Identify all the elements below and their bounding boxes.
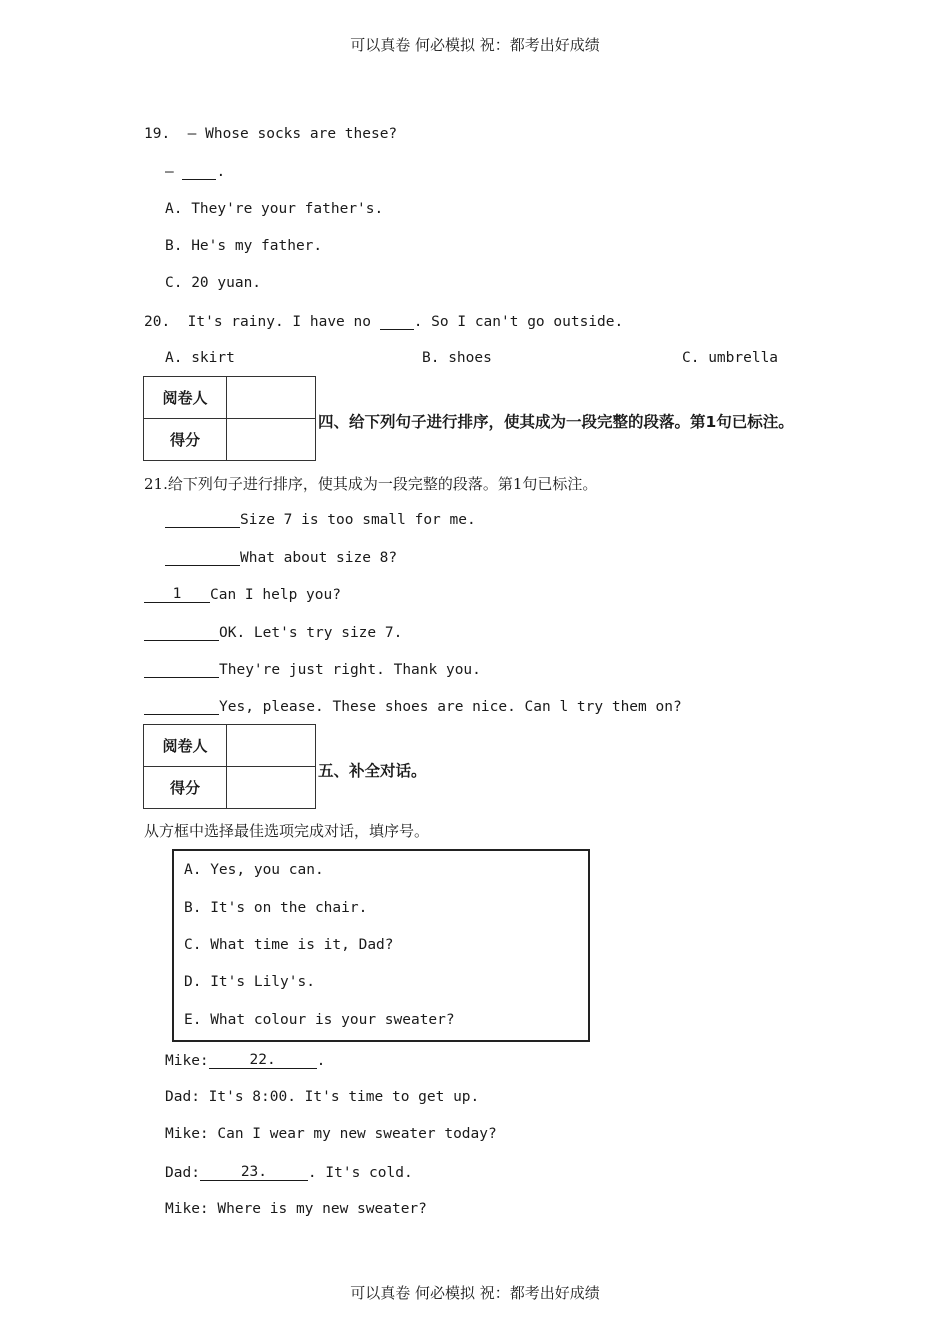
q21-blank-6 [144,698,219,715]
blank-23-number: 23. [240,1164,268,1180]
blank-23 [200,1164,308,1181]
q21-blank-4 [144,624,219,641]
q21-blank-1 [165,511,240,528]
box-option-e: E. What colour is your sweater? [184,1012,455,1028]
q21-line-1-text: Size 7 is too small for me. [240,512,476,528]
q21-line-2-text: What about size 8? [240,550,398,566]
q19-answer-end: . [216,164,226,180]
box-option-a: A. Yes, you can. [184,862,324,878]
q21-line-5 [144,661,481,678]
dialogue-line-1-end: . [316,1053,326,1069]
box-option-b: B. It's on the chair. [184,900,368,916]
q19-answer-line [165,163,225,180]
reviewer-label: 阅卷人 [144,725,227,767]
q20-stem-after: . So I can't go outside. [413,314,624,330]
score-label: 得分 [144,419,227,461]
score-cell [227,767,316,809]
q21-line-4-text: OK. Let's try size 7. [219,625,403,641]
blank-22-number: 22. [249,1052,276,1068]
dialogue-line-2: Dad: It's 8:00. It's time to get up. [165,1089,480,1105]
score-label: 得分 [144,767,227,809]
dialogue-line-4-end: . It's cold. [307,1165,413,1181]
q19-stem: 19. — Whose socks are these? [144,126,398,142]
dialogue-line-5: Mike: Where is my new sweater? [165,1201,427,1217]
q20-blank [380,313,414,330]
section-4-title: 四、给下列句子进行排序，使其成为一段完整的段落。第1句已标注。 [318,413,794,431]
q21-blank-5 [144,661,219,678]
dialogue-line-1 [165,1052,325,1069]
page-footer: 可以真卷 何必模拟 祝：都考出好成绩 [350,1284,600,1302]
score-cell [227,419,316,461]
section-5-instruction: 从方框中选择最佳选项完成对话，填序号。 [144,822,430,840]
box-option-c: C. What time is it, Dad? [184,937,394,953]
q20-option-c: C. umbrella [682,350,779,366]
q21-line-6 [144,698,682,715]
q19-dash: — [165,164,174,180]
q20-stem [144,313,623,330]
blank-22 [209,1052,317,1069]
q21-line-3-text: Can I help you? [210,587,341,603]
q20-option-b: B. shoes [422,350,492,366]
q19-answer-blank [182,163,216,180]
q21-line-2 [165,549,397,566]
section-5-title: 五、补全对话。 [318,762,427,780]
speaker-mike: Mike: [165,1053,209,1069]
q21-blank-2 [165,549,240,566]
q19-option-a: A. They're your father's. [165,201,384,217]
score-table-section-4 [143,376,316,461]
box-option-d: D. It's Lily's. [184,974,315,990]
q21-line-4 [144,624,402,641]
q21-line-6-text: Yes, please. These shoes are nice. Can l try them on? [219,699,682,715]
dialogue-line-3: Mike: Can I wear my new sweater today? [165,1126,497,1142]
q20-stem-before: 20. It's rainy. I have no [144,314,371,330]
page-header: 可以真卷 何必模拟 祝：都考出好成绩 [350,36,600,54]
reviewer-label: 阅卷人 [144,377,227,419]
reviewer-cell [227,725,316,767]
dialogue-line-4 [165,1164,413,1181]
q21-line-1 [165,511,476,528]
reviewer-cell [227,377,316,419]
speaker-dad: Dad: [165,1165,200,1181]
score-table-section-5 [143,724,316,809]
q19-option-b: B. He's my father. [165,238,323,254]
q20-option-a: A. skirt [165,350,235,366]
q21-line-5-text: They're just right. Thank you. [219,662,481,678]
q21-stem: 21.给下列句子进行排序，使其成为一段完整的段落。第1句已标注。 [144,475,598,493]
q21-line-3 [144,586,341,603]
q19-option-c: C. 20 yuan. [165,275,262,291]
q21-blank-3: 1 [144,586,210,603]
